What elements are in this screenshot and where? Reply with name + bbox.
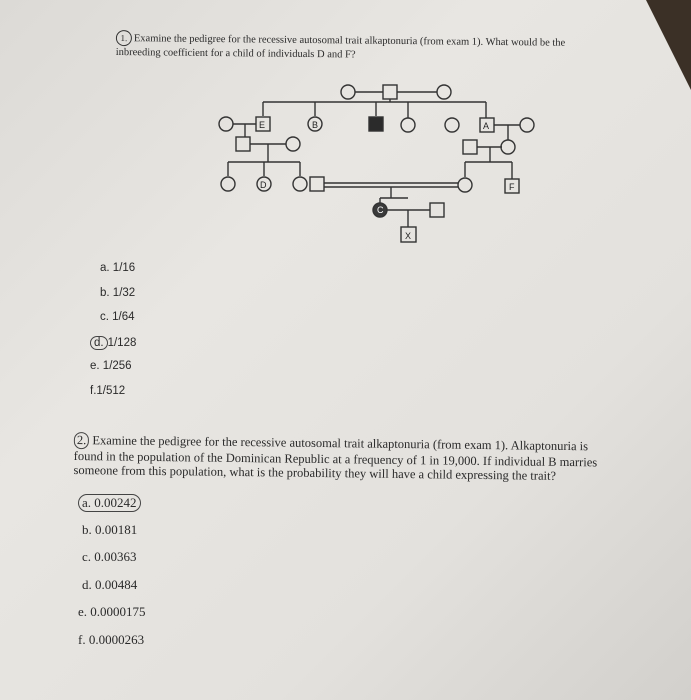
spouse-of-a [520, 118, 534, 132]
question-2-choices [78, 494, 146, 659]
question-1-text-line1: Examine the pedigree for the recessive autosomal trait alkaptonuria (from exam 1). What would be the [133, 33, 566, 49]
spouse-of-e [219, 117, 233, 131]
q1-choice-f[interactable]: f.1/512 [90, 384, 126, 397]
spouse-female [286, 137, 300, 151]
selected-marker: d. [90, 336, 108, 350]
child-of-a-female [501, 140, 515, 154]
third-gen-female [221, 177, 235, 191]
question-2-line3: someone from this population, what is the probability they will have a child expressing the trait? [73, 462, 557, 483]
label-f: F [509, 182, 515, 192]
selected-marker-2: a. 0.00242 [78, 494, 141, 512]
affected-male [369, 117, 383, 131]
child-of-a-male [463, 140, 477, 154]
q1-choice-c[interactable]: c. 1/64 [100, 311, 135, 323]
q2-choice-f[interactable]: f. 0.0000263 [78, 631, 145, 647]
label-a: A [483, 121, 490, 131]
q1-choice-b[interactable]: b. 1/32 [100, 286, 136, 299]
q2-choice-c[interactable]: c. 0.00363 [82, 549, 137, 564]
question-2 [73, 432, 664, 485]
q2-choice-a[interactable] [78, 494, 146, 522]
spouse-of-sibling [445, 118, 459, 132]
spouse-of-c [430, 203, 444, 217]
question-1-text-line2: inbreeding coefficient for a child of individuals D and F? [115, 46, 356, 61]
q2-choice-d[interactable]: d. 0.00484 [82, 576, 138, 592]
label-d: D [260, 180, 267, 190]
sibling-female [401, 118, 415, 132]
third-gen-male [310, 177, 324, 191]
question-1-number: 1. [116, 30, 132, 46]
question-2-number: 2. [74, 432, 90, 449]
founder-female [341, 85, 355, 99]
founder-female-2 [437, 85, 451, 99]
q1-choice-e[interactable]: e. 1/256 [90, 360, 132, 372]
q1-choice-d[interactable]: d. 1/128 [90, 336, 136, 361]
question-2-line1: Examine the pedigree for the recessive autosomal trait alkaptonuria (from exam 1). Alkaptonuria is [92, 433, 589, 454]
q2-choice-e[interactable]: e. 0.0000175 [78, 604, 146, 619]
child-of-e-male [236, 137, 250, 151]
label-x: X [405, 231, 412, 241]
label-e: E [259, 120, 266, 130]
label-c: C [377, 205, 384, 215]
question-2-line2: found in the population of the Dominican Republic at a frequency of 1 in 19,000. If individual B marries [73, 448, 598, 469]
question-1-choices [90, 262, 136, 409]
q2-choice-b[interactable]: b. 0.00181 [82, 521, 138, 537]
founder-male [383, 85, 397, 99]
third-gen-female-2 [293, 177, 307, 191]
third-gen-female-3 [458, 178, 472, 192]
label-b: B [312, 120, 319, 130]
q1-choice-a[interactable]: a. 1/16 [100, 262, 136, 274]
